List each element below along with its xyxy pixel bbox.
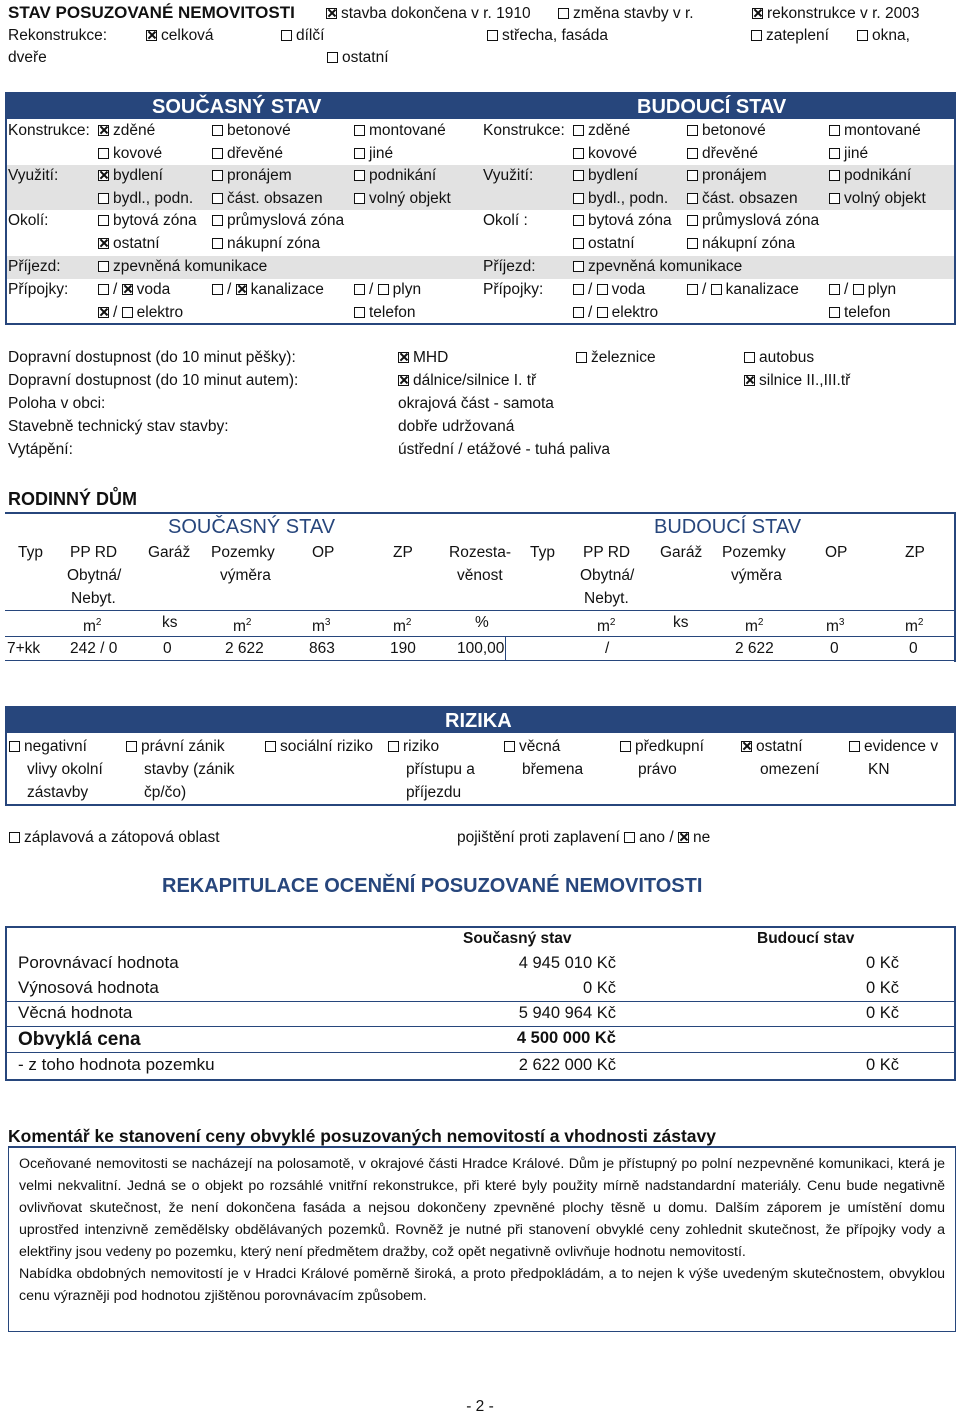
h-venost: věnost [457,567,503,584]
checkbox-icon [829,193,840,204]
risk-ostatni: ostatní [741,738,803,756]
cb-betonove-future: betonové [687,122,766,140]
checkbox-icon [126,741,137,752]
val-pprd-future: / [605,640,610,657]
cb-bydleni: bydlení [98,167,163,185]
checkbox-checked-icon [122,284,133,295]
recap-row-label: Porovnávací hodnota [18,953,179,972]
val-pozemky: 2 622 [225,640,264,657]
h-op: OP [312,544,335,561]
h-pozemky-future: Pozemky [722,544,786,561]
opt-recon: rekonstrukce v r. 2003 [752,5,920,23]
cb-ostatni: ostatní [98,235,160,253]
checkbox-checked-icon [98,307,109,318]
unit-m2-zp: $m^2$ [393,617,412,635]
recon-doors: dveře [8,49,47,66]
recon-insul: zateplení [751,27,829,45]
cb-drevene: dřevěné [212,145,283,163]
checkbox-icon [281,30,292,41]
h-garaz: Garáž [148,544,191,561]
stav-value: dobře udržovaná [398,418,515,435]
cb-zdene: zděné [98,122,155,140]
checkbox-icon [98,261,109,272]
cb-kanalizace-future: / kanalizace [687,281,799,299]
cb-silnice: silnice II.,III.tř [744,372,850,390]
risk-pravo: právo [638,761,677,778]
cb-voda: / voda [98,281,170,299]
poloha-value: okrajová část - samota [398,395,554,412]
checkbox-checked-icon [398,352,409,363]
house-bottom-rule [5,660,956,661]
h-obytna: Obytná/ [67,567,122,584]
checkbox-checked-icon [752,8,763,19]
risk-prijezdu: příjezdu [406,784,462,801]
cb-pronajem-future: pronájem [687,167,767,185]
unit-ks-future: ks [673,614,689,631]
val-zp: 190 [390,640,416,657]
recap-title: REKAPITULACE OCENĚNÍ POSUZOVANÉ NEMOVITOSTI [162,875,703,897]
recon-roof: střecha, fasáda [487,27,608,45]
recon-label: Rekonstrukce: [8,27,108,44]
cb-cast-obs-future: část. obsazen [687,190,798,208]
checkbox-icon [9,832,20,843]
house-current-title: SOUČASNÝ STAV [168,516,336,538]
h-vymera: výměra [220,567,271,584]
risk-vecna: věcná [504,738,560,756]
checkbox-icon [354,284,365,295]
cb-zpevnena: zpevněná komunikace [98,258,267,276]
checkbox-icon [212,284,223,295]
checkbox-icon [687,125,698,136]
val-rozestavenost: 100,00 [457,640,505,657]
checkbox-icon [576,352,587,363]
house-future-title: BUDOUCÍ STAV [654,516,802,538]
checkbox-icon [573,170,584,181]
unit-m2-future: $m^2$ [597,617,616,635]
cb-podnikani-future: podnikání [829,167,911,185]
cb-telefon: telefon [354,304,416,322]
risk-zastavby: zástavby [27,784,89,801]
state-header [5,92,956,119]
future-state-title: BUDOUCÍ STAV [637,96,787,118]
risk-socialni: sociální riziko [265,738,373,756]
h-typ-future: Typ [530,544,555,561]
stav-label: Stavebně technický stav stavby: [8,418,229,435]
checkbox-icon [829,125,840,136]
risk-pristupu: přístupu a [406,761,475,778]
checkbox-icon [829,170,840,181]
checkbox-icon [829,284,840,295]
checkbox-icon [378,284,389,295]
risk-pravni: právní zánik [126,738,225,756]
cb-voda-future: / voda [573,281,645,299]
risk-evidence: evidence v [849,738,938,756]
checkbox-icon [558,8,569,19]
cb-zeleznice: železnice [576,349,656,367]
risk-omezeni: omezení [760,761,820,778]
val-op-future: 0 [830,640,839,657]
cb-volny-future: volný objekt [829,190,926,208]
recap-row-label: Věcná hodnota [18,1003,133,1022]
cb-mhd: MHD [398,349,448,367]
h-zp: ZP [393,544,413,561]
cb-prumyslova: průmyslová zóna [212,212,344,230]
checkbox-icon [9,741,20,752]
checkbox-icon [853,284,864,295]
comment-box [8,1146,956,1332]
val-op: 863 [309,640,335,657]
checkbox-icon [687,238,698,249]
checkbox-icon [354,148,365,159]
label-okoli-future: Okolí : [483,212,528,229]
checkbox-icon [687,215,698,226]
checkbox-icon [354,307,365,318]
recap-row-current: 0 Kč [582,979,616,997]
house-mid-rule [505,637,506,661]
checkbox-icon [98,148,109,159]
checkbox-checked-icon [741,741,752,752]
checkbox-checked-icon [744,375,755,386]
checkbox-icon [849,741,860,752]
h-obytna-future: Obytná/ [580,567,635,584]
current-state-title: SOUČASNÝ STAV [152,96,322,118]
cb-nakupni-future: nákupní zóna [687,235,795,253]
risk-pojisteni: pojištění proti zaplavení ano / ne [457,829,711,846]
comment-paragraph: Oceňované nemovitosti se nacházejí na polosamotě, v okrajové části Hradce Králové. Dům je přístupný po polní nezpevněné komunikaci, která je velmi nekvalitní. Jedná se o objekt po rozsáhlé vnitřní rekonstrukce, při které byly použity mírně nadstandardní materiály. Cenu bude negativně ovlivňovat skutečnost, že není dokončena fasáda a nejsou dokončeny zpevněné plochy těsně u domu. Dalším záporem je umístění domu uprostřed intenzivně zemědělsky obdělávaných pozemků. Rovněž je nutné při stanovení obvyklé ceny zohlednit skutečnost, že přípojky vody a elektřiny jsou vedeny po pozemku, který není předmětem dražby, což opět negativně ovlivňuje hodnotu nemovitostí. [19,1156,945,1260]
checkbox-icon [487,30,498,41]
cb-kovove-future: kovové [573,145,637,163]
checkbox-icon [829,307,840,318]
recap-row-future: 0 Kč [865,1056,899,1074]
h-typ: Typ [18,544,43,561]
checkbox-icon [98,284,109,295]
cb-nakupni: nákupní zóna [212,235,320,253]
cb-betonove: betonové [212,122,291,140]
checkbox-icon [573,193,584,204]
cb-montovane-future: montované [829,122,921,140]
house-units-rule [5,610,956,611]
h-nebyt: Nebyt. [71,590,116,607]
val-pozemky-future: 2 622 [735,640,774,657]
unit-m3-future: $m^3$ [826,617,845,635]
h-zp-future: ZP [905,544,925,561]
risk-cp: čp/čo) [144,784,187,801]
unit-ks: ks [162,614,178,631]
risk-riziko: riziko [388,738,439,756]
label-vyuziti-future: Využití: [483,167,534,184]
label-konstrukce: Konstrukce: [8,122,90,139]
cb-montovane: montované [354,122,446,140]
checkbox-icon [354,170,365,181]
label-pripojky-future: Přípojky: [483,281,544,298]
risk-bremena: břemena [522,761,584,778]
cb-bytova-future: bytová zóna [573,212,672,230]
checkbox-icon [687,284,698,295]
cb-elektro-future: / elektro [573,304,658,322]
opt-change: změna stavby v r. [558,5,694,23]
label-prijezd: Příjezd: [8,258,61,275]
recon-other: ostatní [327,49,389,67]
checkbox-checked-icon [326,8,337,19]
comment-title: Komentář ke stanovení ceny obvyklé posuzovaných nemovitostí a vhodnosti zástavy [8,1126,716,1146]
cb-bytova: bytová zóna [98,212,197,230]
checkbox-icon [388,741,399,752]
risk-negativni: negativní [9,738,87,756]
cb-autobus: autobus [744,349,814,367]
cb-dalnice: dálnice/silnice I. tř [398,372,536,390]
cb-plyn-future: / plyn [829,281,896,299]
recap-row-current: 4 945 010 Kč [518,954,616,972]
checkbox-icon [573,148,584,159]
cb-zpevnena-future: zpevněná komunikace [573,258,742,276]
checkbox-icon [573,284,584,295]
checkbox-icon [573,238,584,249]
checkbox-icon [212,238,223,249]
recap-row-current: 5 940 964 Kč [518,1004,616,1022]
cb-bydl-podn: bydl., podn. [98,190,193,208]
cb-volny: volný objekt [354,190,451,208]
cb-jine: jiné [354,145,393,163]
checkbox-icon [751,30,762,41]
recap-rule-2 [5,1026,956,1027]
cb-bydl-podn-future: bydl., podn. [573,190,668,208]
checkbox-icon [687,193,698,204]
checkbox-icon [857,30,868,41]
walk-label: Dopravní dostupnost (do 10 minut pěšky): [8,349,296,366]
checkbox-checked-icon [678,832,689,843]
val-typ: 7+kk [7,640,41,657]
label-okoli: Okolí: [8,212,49,229]
cb-bydleni-future: bydlení [573,167,638,185]
checkbox-icon [597,307,608,318]
checkbox-icon [573,125,584,136]
checkbox-checked-icon [98,238,109,249]
cb-elektro: / elektro [98,304,183,322]
unit-m2-poz-future: $m^2$ [745,617,764,635]
recap-row-future: 0 Kč [865,954,899,972]
checkbox-checked-icon [146,30,157,41]
checkbox-icon [212,170,223,181]
checkbox-icon [354,193,365,204]
checkbox-icon [98,215,109,226]
checkbox-icon [573,307,584,318]
opt-built: stavba dokončena v r. 1910 [326,5,531,23]
house-title: RODINNÝ DŮM [8,489,137,509]
house-data-rule [5,636,956,637]
poloha-label: Poloha v obci: [8,395,106,412]
checkbox-icon [620,741,631,752]
risk-zaplavova: záplavová a zátopová oblast [9,829,220,847]
checkbox-icon [212,148,223,159]
vytapeni-value: ústřední / etážové - tuhá paliva [398,441,610,458]
recap-row-label-bold: Obvyklá cena [18,1029,141,1050]
val-zp-future: 0 [909,640,918,657]
recap-row-current: 2 622 000 Kč [518,1056,616,1074]
cb-drevene-future: dřevěné [687,145,758,163]
recap-row-future: 0 Kč [865,1004,899,1022]
risk-vlivy: vlivy okolní [27,761,103,778]
checkbox-checked-icon [98,170,109,181]
checkbox-icon [624,832,635,843]
checkbox-icon [212,215,223,226]
recon-part: dílčí [281,27,324,45]
vytapeni-label: Vytápění: [8,441,73,458]
checkbox-icon [122,307,133,318]
comment-paragraph: Nabídka obdobných nemovitostí je v Hradci Králové poměrně široká, a proto předpokládám, a to nejen k výše uvedeným skutečnostem, obvyklou cenu výrazněji pod hodnotou zjištěnou porovnávacím způsobem. [19,1266,945,1304]
checkbox-icon [504,741,515,752]
checkbox-icon [573,261,584,272]
checkbox-icon [212,193,223,204]
label-vyuziti: Využití: [8,167,59,184]
cb-kanalizace: / kanalizace [212,281,324,299]
checkbox-icon [711,284,722,295]
recap-row-future: 0 Kč [865,979,899,997]
h-rozesta: Rozesta- [449,544,512,561]
car-label: Dopravní dostupnost (do 10 minut autem): [8,372,299,389]
label-konstrukce-future: Konstrukce: [483,122,565,139]
recap-row-label: - z toho hodnota pozemku [18,1055,215,1074]
cb-telefon-future: telefon [829,304,891,322]
checkbox-icon [687,170,698,181]
label-pripojky: Přípojky: [8,281,69,298]
unit-m2: $m^2$ [83,617,102,635]
cb-zdene-future: zděné [573,122,630,140]
recap-col-current: Současný stav [463,930,572,947]
cb-plyn: / plyn [354,281,421,299]
risk-predkupni: předkupní [620,738,704,756]
checkbox-icon [212,125,223,136]
val-garaz: 0 [163,640,172,657]
cb-prumyslova-future: průmyslová zóna [687,212,819,230]
cb-pronajem: pronájem [212,167,292,185]
val-pprd: 242 / 0 [70,640,118,657]
page-number: - 2 - [466,1398,494,1415]
recap-row-label: Výnosová hodnota [18,978,159,997]
unit-pct: % [475,614,489,631]
recap-rule-3 [5,1052,956,1053]
checkbox-icon [687,148,698,159]
checkbox-icon [327,52,338,63]
page-title: STAV POSUZOVANÉ NEMOVITOSTI [8,3,295,22]
checkbox-icon [354,125,365,136]
checkbox-icon [265,741,276,752]
checkbox-checked-icon [98,125,109,136]
checkbox-icon [573,215,584,226]
cb-kovove: kovové [98,145,162,163]
checkbox-checked-icon [398,375,409,386]
checkbox-icon [744,352,755,363]
cb-podnikani: podnikání [354,167,436,185]
checkbox-icon [829,148,840,159]
recap-col-future: Budoucí stav [757,930,855,947]
unit-m2-poz: $m^2$ [233,617,252,635]
h-nebyt-future: Nebyt. [584,590,629,607]
checkbox-checked-icon [236,284,247,295]
risk-kn: KN [868,761,890,778]
unit-m2-zp-future: $m^2$ [905,617,924,635]
label-prijezd-future: Příjezd: [483,258,536,275]
risk-stavby: stavby (zánik [144,761,235,778]
risk-title: RIZIKA [445,710,512,732]
h-op-future: OP [825,544,848,561]
cb-cast-obs: část. obsazen [212,190,323,208]
cb-ostatni-future: ostatní [573,235,635,253]
checkbox-icon [98,193,109,204]
unit-m3: $m^3$ [312,617,331,635]
h-garaz-future: Garáž [660,544,703,561]
recon-windows: okna, [857,27,910,45]
recap-rule-1 [5,1001,956,1002]
house-right-rule [954,512,956,662]
checkbox-icon [597,284,608,295]
h-pozemky: Pozemky [211,544,275,561]
h-vymera-future: výměra [731,567,782,584]
h-pprd-future: PP RD [583,544,631,561]
recon-full: celková [146,27,214,45]
h-pprd: PP RD [70,544,118,561]
recap-row-current-bold: 4 500 000 Kč [516,1029,616,1047]
cb-jine-future: jiné [829,145,868,163]
house-top-rule [5,512,956,514]
